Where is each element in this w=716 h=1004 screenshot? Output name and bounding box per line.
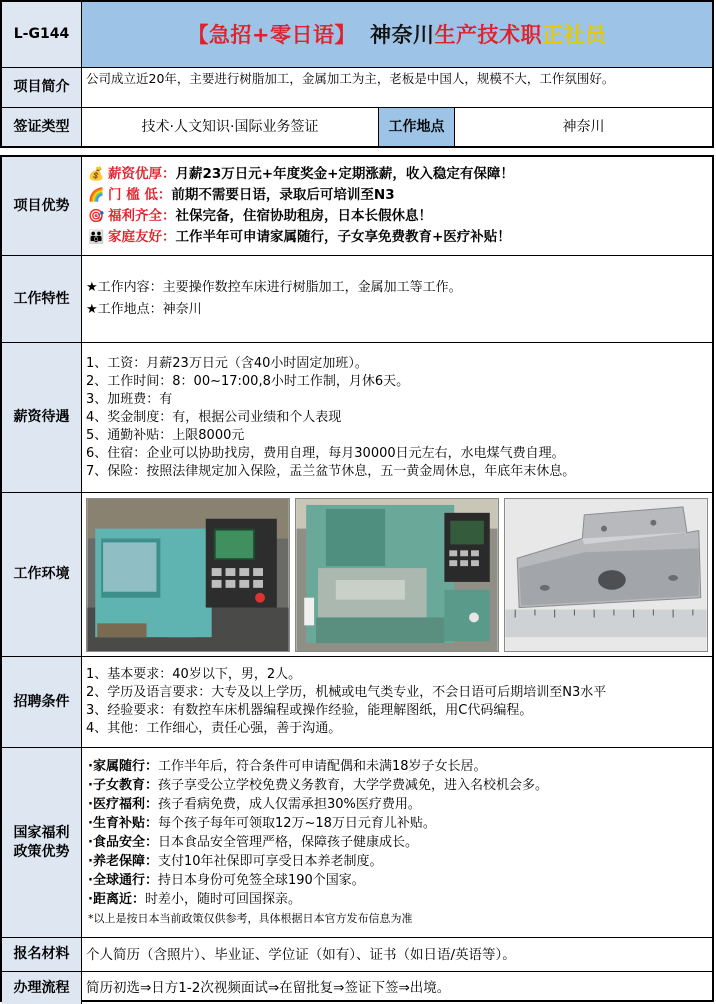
- policy-item: ·养老保障：支付10年社保即可享受日本养老制度。: [88, 854, 383, 869]
- policy-item: ·家属随行：工作半年后，符合条件可申请配偶和未满18岁子女长居。: [88, 759, 487, 774]
- advantage-item: 🌈 门 槛 低：前期不需要日语，录取后可培训至N3: [88, 185, 708, 206]
- process-text: 简历初选⇒日方1-2次视频面试⇒在留批复⇒签证下签⇒出境。: [86, 980, 451, 996]
- work-location-value: 神奈川: [562, 119, 605, 135]
- process-row: [2, 972, 712, 1004]
- features-text: ★工作内容：主要操作数控车床进行树脂加工，金属加工等工作。 ★工作地点：神奈川: [86, 280, 462, 317]
- salary-label: 薪资待遇: [2, 343, 82, 492]
- policy-label: 国家福利 政策优势: [2, 748, 82, 937]
- job-code: L-G144: [2, 2, 82, 67]
- target-icon: 🎯: [88, 209, 105, 224]
- family-icon: 👪: [88, 230, 105, 245]
- visa-type: 技术·人文知识·国际业务签证: [82, 108, 379, 146]
- materials-label: 报名材料: [2, 938, 82, 971]
- policy-item: ·距离近：时差小，随时可回国探亲。: [88, 892, 301, 907]
- metal-part-photo: [504, 498, 708, 652]
- money-bag-icon: 💰: [88, 167, 105, 182]
- job-title: 【急招+零日语】 神奈川 生产技术职 正社员: [82, 2, 712, 67]
- machining-center-photo: [295, 498, 499, 652]
- advantage-item: 👪 家庭友好：工作半年可申请家属随行，子女享免费教育+医疗补贴！: [88, 227, 708, 248]
- salary-text: 1、工资：月薪23万日元（含40小时固定加班）。 2、工作时间：8：00~17:00,8小时工作制，月休6天。 3、加班费：有 4、奖金制度：有，根据公司业绩和个人表现 5、通勤补贴：上限8000元 6、住宿：企业可以协助找房，费用自理，每月30000日元左右，水电煤气费自理。 7、保险：按照法律规定加入保险，盂兰盆节休息，五一黄金周休息，年底年末休息。: [86, 355, 576, 479]
- materials-text: 个人简历（含照片）、毕业证、学位证（如有）、证书（如日语/英语等）。: [86, 946, 516, 963]
- materials-row: [2, 938, 712, 972]
- recruit-row: [2, 657, 712, 748]
- advantages-row: [2, 157, 712, 256]
- work-location-label: 工作地点: [379, 108, 455, 146]
- policy-note: *以上是按日本当前政策仅供参考，具体根据日本官方发布信息为准: [88, 912, 413, 925]
- intro-label: 项目简介: [2, 68, 82, 107]
- environment-label: 工作环境: [2, 493, 82, 656]
- policy-item: ·生育补贴：每个孩子每年可领取12万~18万日元育儿补贴。: [88, 816, 436, 831]
- cnc-lathe-photo: [86, 498, 290, 652]
- features-label: 工作特性: [2, 256, 82, 342]
- policy-item: ·医疗福利：孩子看病免费，成人仅需承担30%医疗费用。: [88, 797, 421, 812]
- policy-list: [82, 748, 712, 937]
- policy-item: ·全球通行：持日本身份可免签全球190个国家。: [88, 873, 365, 888]
- recruit-label: 招聘条件: [2, 657, 82, 747]
- environment-photos: [82, 493, 712, 656]
- policy-row: [2, 748, 712, 938]
- job-detail-table: [0, 155, 714, 1002]
- intro-row: [2, 68, 712, 108]
- header-row: [2, 2, 712, 68]
- policy-item: ·子女教育：孩子享受公立学校免费义务教育，大学学费减免，进入名校机会多。: [88, 778, 548, 793]
- job-header-table: [0, 0, 714, 148]
- intro-text: 公司成立近20年，主要进行树脂加工，金属加工为主，老板是中国人，规模不大，工作氛围好。: [86, 71, 615, 86]
- environment-row: [2, 493, 712, 657]
- policy-item: ·食品安全：日本食品安全管理严格，保障孩子健康成长。: [88, 835, 418, 850]
- advantage-item: 🎯 福利齐全：社保完备，住宿协助租房，日本长假休息！: [88, 206, 708, 227]
- features-row: [2, 256, 712, 343]
- visa-row: [2, 108, 712, 146]
- salary-row: [2, 343, 712, 493]
- process-label: 办理流程: [2, 972, 82, 1004]
- rainbow-icon: 🌈: [88, 188, 105, 203]
- advantage-item: 💰 薪资优厚：月薪23万日元+年度奖金+定期涨薪，收入稳定有保障！: [88, 164, 708, 185]
- visa-label: 签证类型: [2, 108, 82, 146]
- recruit-text: 1、基本要求：40岁以下，男，2人。 2、学历及语言要求：大专及以上学历，机械或电气类专业，不会日语可后期培训至N3水平 3、经验要求：有数控车床机器编程或操作经验，能理解图纸，用C代码编程。 4、其他：工作细心，责任心强，善于沟通。: [86, 667, 607, 736]
- advantages-list: [82, 157, 712, 255]
- advantages-label: 项目优势: [2, 157, 82, 255]
